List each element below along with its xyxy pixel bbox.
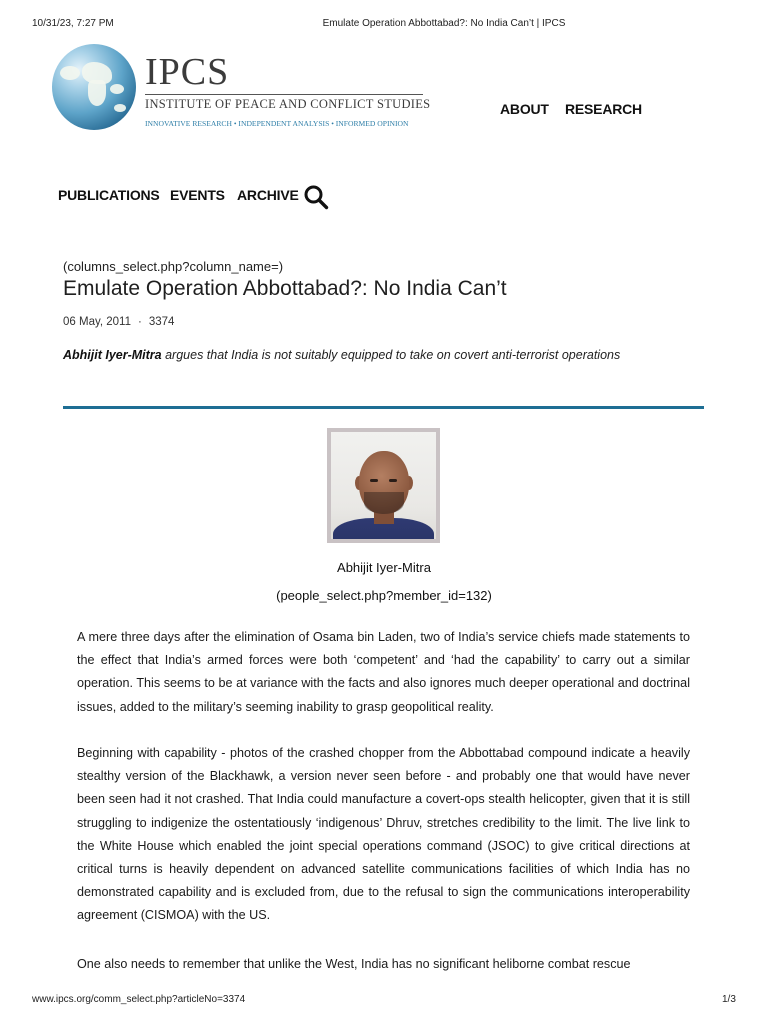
article-date: 06 May, 2011 (63, 316, 131, 328)
print-page-title: Emulate Operation Abbottabad?: No India Can’t | IPCS (322, 18, 566, 29)
article-paragraph: One also needs to remember that unlike the West, India has no significant heliborne combat rescue (77, 957, 631, 971)
lede-author[interactable]: Abhijit Iyer-Mitra (63, 348, 162, 362)
nav-research[interactable]: RESEARCH (565, 101, 642, 117)
logo-tagline: INNOVATIVE RESEARCH • INDEPENDENT ANALYSIS • INFORMED OPINION (145, 119, 409, 128)
ipcs-logo[interactable] (50, 40, 431, 136)
print-url: www.ipcs.org/comm_select.php?articleNo=3374 (32, 994, 246, 1005)
column-link[interactable]: (columns_select.php?column_name=) (63, 259, 284, 274)
article-paragraph: Beginning with capability - photos of the crashed chopper from the Abbottabad compound indicate a heavily stealthy version of the Blackhawk, a version never seen before - and probably one that would have never been seen had it not crashed. That India could manufacture a covert-ops stealth helicopter, given that it is still struggling to indigenize the ostentatiously ‘indigenous’ Dhruv, stretches credibility to the limit. The live link to the White House which enabled the joint special operations command (JSOC) to give critical directions at critical turns is heavily dependent on advanced satellite communications facilities of which India has no demonstrated capability and is excluded from, due to the refusal to sign the communications interoperability agreement (CISMOA) with the US. (77, 746, 690, 923)
nav-about[interactable]: ABOUT (500, 101, 549, 117)
nav-events[interactable]: EVENTS (170, 187, 225, 203)
print-timestamp: 10/31/23, 7:27 PM (32, 18, 114, 29)
author-name: Abhijit Iyer-Mitra (337, 560, 431, 575)
meta-separator: · (137, 316, 142, 328)
logo-wordmark: IPCS (145, 51, 230, 93)
print-page-number: 1/3 (722, 994, 736, 1005)
author-profile-link[interactable]: (people_select.php?member_id=132) (276, 588, 492, 603)
article-meta (63, 316, 174, 328)
nav-archive[interactable]: ARCHIVE (237, 187, 299, 203)
article-lede (63, 348, 620, 362)
nav-publications[interactable]: PUBLICATIONS (58, 187, 160, 203)
search-icon[interactable] (303, 184, 329, 210)
article-paragraph: A mere three days after the elimination of Osama bin Laden, two of India’s service chiefs made statements to the effect that India’s armed forces were both ‘competent’ and ‘had the capability’ to carry out a similar operation. This seems to be at variance with the facts and also ignores much deeper operational and doctrinal issues, added to the military’s seeming inability to grasp geopolitical reality. (77, 630, 690, 714)
logo-divider (145, 94, 423, 95)
logo-full-name: INSTITUTE OF PEACE AND CONFLICT STUDIES (145, 97, 431, 111)
page-title: Emulate Operation Abbottabad?: No India Can’t (63, 277, 507, 300)
article-number: 3374 (148, 316, 175, 328)
section-divider (63, 406, 704, 409)
globe-icon (52, 44, 136, 130)
author-photo (327, 428, 440, 543)
lede-text: argues that India is not suitably equipped to take on covert anti-terrorist operations (161, 348, 621, 362)
